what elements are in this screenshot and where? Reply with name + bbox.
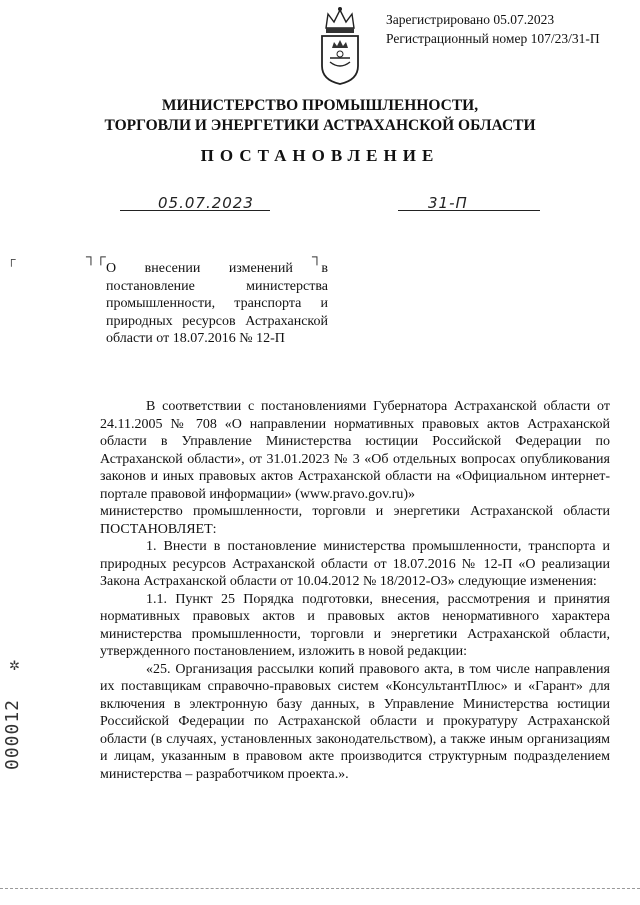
flower-stamp-icon: ✲ (9, 658, 20, 673)
registration-stamp (386, 10, 600, 48)
registration-number: Регистрационный номер 107/23/31-П (386, 31, 600, 46)
item-1: 1. Внести в постановление министерства промышленности, транспорта и природных ресурсов Астраханской области от 18.07.2016 № 12-П «О реализации Закона Астраханской области от 10.04.2012 № 18/2012-ОЗ» следующие изменения: (100, 539, 610, 589)
page-stamp (0, 700, 28, 770)
subject-bracket-right: ┐ (312, 250, 322, 265)
page-stamp-number: 000012 (2, 698, 23, 770)
ministry-name-line1: МИНИСТЕРСТВО ПРОМЫШЛЕННОСТИ, (161, 97, 479, 114)
enacting-clause: министерство промышленности, торговли и энергетики Астраханской области ПОСТАНОВЛЯЕТ: (100, 504, 610, 537)
ministry-name (0, 96, 640, 136)
document-type: ПОСТАНОВЛЕНИЕ (200, 146, 440, 165)
number-underline (398, 210, 540, 211)
preamble-paragraph: В соответствии с постановлениями Губернатора Астраханской области от 24.11.2005 № 708 «О направлении нормативных правовых актов Астраханской области в Управление Министерства юстиции Российской Федерации по Астраханской области», от 31.01.2023 № 3 «Об отдельных вопросах опубликования законов и иных правовых актов Астраханской области на «Официальном интернет-портале правовой информации» (www.pravo.gov.ru)» (100, 399, 610, 502)
page-bottom-edge (0, 888, 640, 889)
corner-mark-left: ┌ (7, 252, 16, 266)
registration-date: Зарегистрировано 05.07.2023 (386, 12, 555, 27)
document-number: 31-П (428, 194, 468, 212)
document-body (100, 398, 610, 783)
ministry-name-line2: ТОРГОВЛИ И ЭНЕРГЕТИКИ АСТРАХАНСКОЙ ОБЛАСТИ (104, 117, 536, 134)
quoted-new-text: «25. Организация рассылки копий правового акта, в том числе направления их поставщикам справочно-правовых систем «КонсультантПлюс» и «Гарант» для включения в электронную базу данных, в Управление Министерства юстиции Российской Федерации по Астраханской области и прокуратуру Астраханской области (в случаях, установленных законодательством), а также иным организациям и лицам, указанным в правовом акте производится структурным подразделением министерства – разработчиком проекта.». (100, 661, 610, 782)
astrakhan-coat-of-arms-icon (318, 4, 362, 86)
item-1-1: 1.1. Пункт 25 Порядка подготовки, внесения, рассмотрения и принятия нормативных правовых актов и правовых актов ненормативного характера министерства промышленности, торговли и энергетики Астраханской области, утвержденного постановлением, изложить в новой редакции: (100, 591, 610, 659)
document-date: 05.07.2023 (158, 194, 254, 212)
subject-bracket-left: ┐┌ (86, 250, 106, 265)
document-subject: О внесении изменений в постановление министерства промышленности, транспорта и природных ресурсов Астраханской области от 18.07.2016 № 12-П (106, 261, 328, 346)
